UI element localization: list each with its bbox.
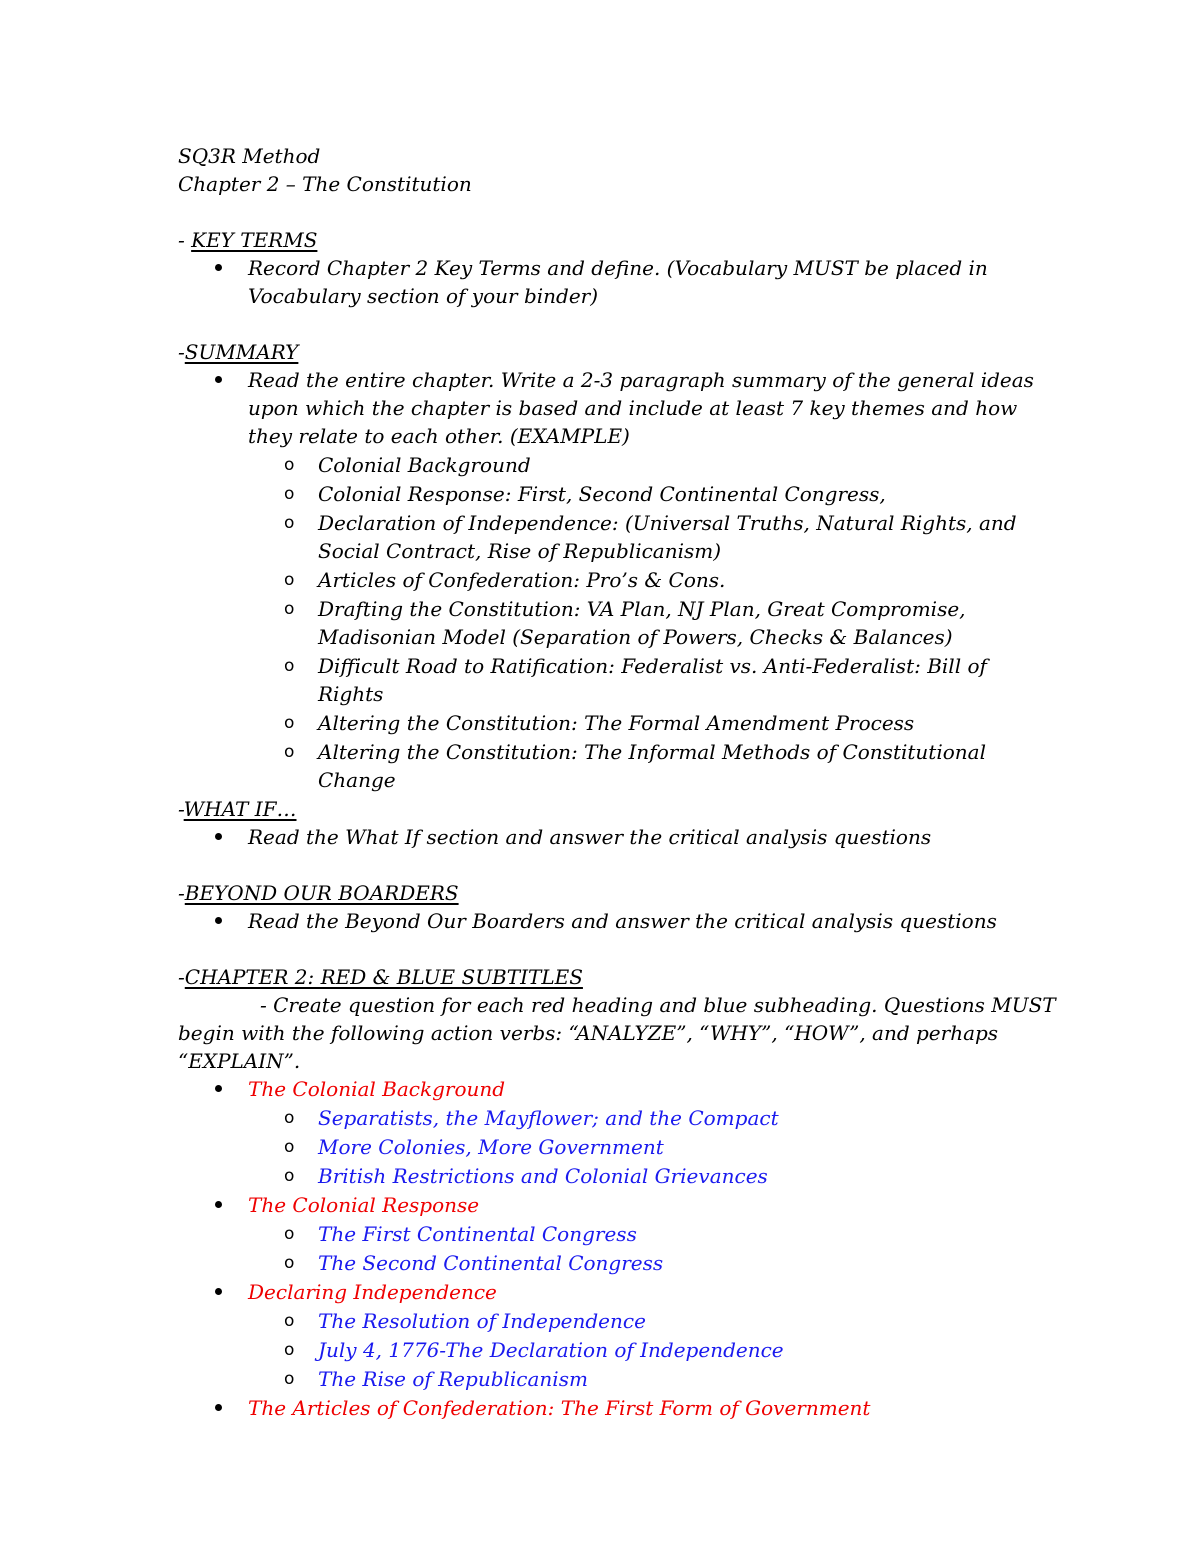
bullet-item: Read the What If section and answer the critical analysis questions: [178, 823, 1058, 851]
circle-bullet-icon: o: [284, 1253, 295, 1273]
sub-bullet-item: o Drafting the Constitution: VA Plan, NJ Plan, Great Compromise, Madisonian Model (Separation of Powers, Checks & Balances): [284, 597, 966, 649]
circle-bullet-icon: o: [284, 713, 295, 733]
bullet-dot-icon: [215, 833, 222, 840]
red-heading-item: The Colonial Background: [178, 1075, 1058, 1103]
blue-subheading-item: o British Restrictions and Colonial Grievances: [284, 1164, 768, 1188]
circle-bullet-icon: o: [284, 1340, 295, 1360]
circle-bullet-icon: o: [284, 1369, 295, 1389]
bullet-dot-icon: [215, 917, 222, 924]
spacer: [178, 198, 1058, 226]
circle-bullet-icon: o: [284, 1311, 295, 1331]
blue-subheading-item: o July 4, 1776-The Declaration of Independence: [284, 1338, 784, 1362]
bullet-item: Record Chapter 2 Key Terms and define. (Vocabulary MUST be placed in Vocabulary section of your binder): [178, 254, 1058, 310]
bullet-dot-icon: [215, 1201, 222, 1208]
sub-bullet-item: o Altering the Constitution: The Formal Amendment Process: [284, 711, 915, 735]
section-heading-beyond-our-boarders: -BEYOND OUR BOARDERS: [178, 881, 459, 905]
document-title: SQ3R Method: [178, 144, 321, 168]
circle-bullet-icon: o: [284, 656, 295, 676]
red-heading-item: The Articles of Confederation: The First Form of Government: [178, 1394, 1058, 1422]
blue-subheading-item: o The Resolution of Independence: [284, 1309, 646, 1333]
sub-bullet-item: o Declaration of Independence: (Universal Truths, Natural Rights, and Social Contract, Rise of Republicanism): [284, 511, 1017, 563]
bullet-item: Read the entire chapter. Write a 2-3 paragraph summary of the general ideas upon which the chapter is based and include at least 7 key themes and how they relate to each other. (EXAMPLE): [178, 366, 1058, 450]
circle-bullet-icon: o: [284, 455, 295, 475]
circle-bullet-icon: o: [284, 1224, 295, 1244]
section-heading-summary: -SUMMARY: [178, 340, 299, 364]
document-subtitle: Chapter 2 – The Constitution: [178, 172, 472, 196]
blue-subheading-item: o More Colonies, More Government: [284, 1135, 664, 1159]
sub-bullet-item: o Colonial Response: First, Second Continental Congress,: [284, 482, 886, 506]
document-page: [178, 142, 1058, 1422]
sub-bullet-item: o Colonial Background: [284, 453, 531, 477]
sub-bullet-item: o Difficult Road to Ratification: Federalist vs. Anti-Federalist: Bill of Rights: [284, 654, 987, 706]
circle-bullet-icon: o: [284, 1108, 295, 1128]
instruction-text: - Create question for each red heading and blue subheading. Questions MUST: [260, 993, 1056, 1017]
circle-bullet-icon: o: [284, 513, 295, 533]
circle-bullet-icon: o: [284, 742, 295, 762]
spacer: [178, 851, 1058, 879]
bullet-dot-icon: [215, 1404, 222, 1411]
section-heading-key-terms: - KEY TERMS: [178, 228, 318, 252]
circle-bullet-icon: o: [284, 484, 295, 504]
spacer: [178, 310, 1058, 338]
spacer: [178, 935, 1058, 963]
red-heading-item: The Colonial Response: [178, 1191, 1058, 1219]
bullet-dot-icon: [215, 264, 222, 271]
instruction-text: “EXPLAIN”.: [178, 1049, 301, 1073]
red-heading-item: Declaring Independence: [178, 1278, 1058, 1306]
circle-bullet-icon: o: [284, 1137, 295, 1157]
bullet-dot-icon: [215, 1288, 222, 1295]
section-heading-what-if: -WHAT IF…: [178, 797, 297, 821]
bullet-dot-icon: [215, 376, 222, 383]
instruction-text: begin with the following action verbs: “ANALYZE”, “WHY”, “HOW”, and perhaps: [178, 1021, 999, 1045]
circle-bullet-icon: o: [284, 599, 295, 619]
circle-bullet-icon: o: [284, 570, 295, 590]
blue-subheading-item: o The Second Continental Congress: [284, 1251, 664, 1275]
blue-subheading-item: o The Rise of Republicanism: [284, 1367, 588, 1391]
blue-subheading-item: o Separatists, the Mayflower; and the Compact: [284, 1106, 779, 1130]
section-heading-red-blue-subtitles: -CHAPTER 2: RED & BLUE SUBTITLES: [178, 965, 583, 989]
bullet-item: Read the Beyond Our Boarders and answer the critical analysis questions: [178, 907, 1058, 935]
circle-bullet-icon: o: [284, 1166, 295, 1186]
sub-bullet-item: o Altering the Constitution: The Informal Methods of Constitutional Change: [284, 740, 986, 792]
blue-subheading-item: o The First Continental Congress: [284, 1222, 637, 1246]
sub-bullet-item: o Articles of Confederation: Pro’s & Cons.: [284, 568, 726, 592]
bullet-dot-icon: [215, 1085, 222, 1092]
